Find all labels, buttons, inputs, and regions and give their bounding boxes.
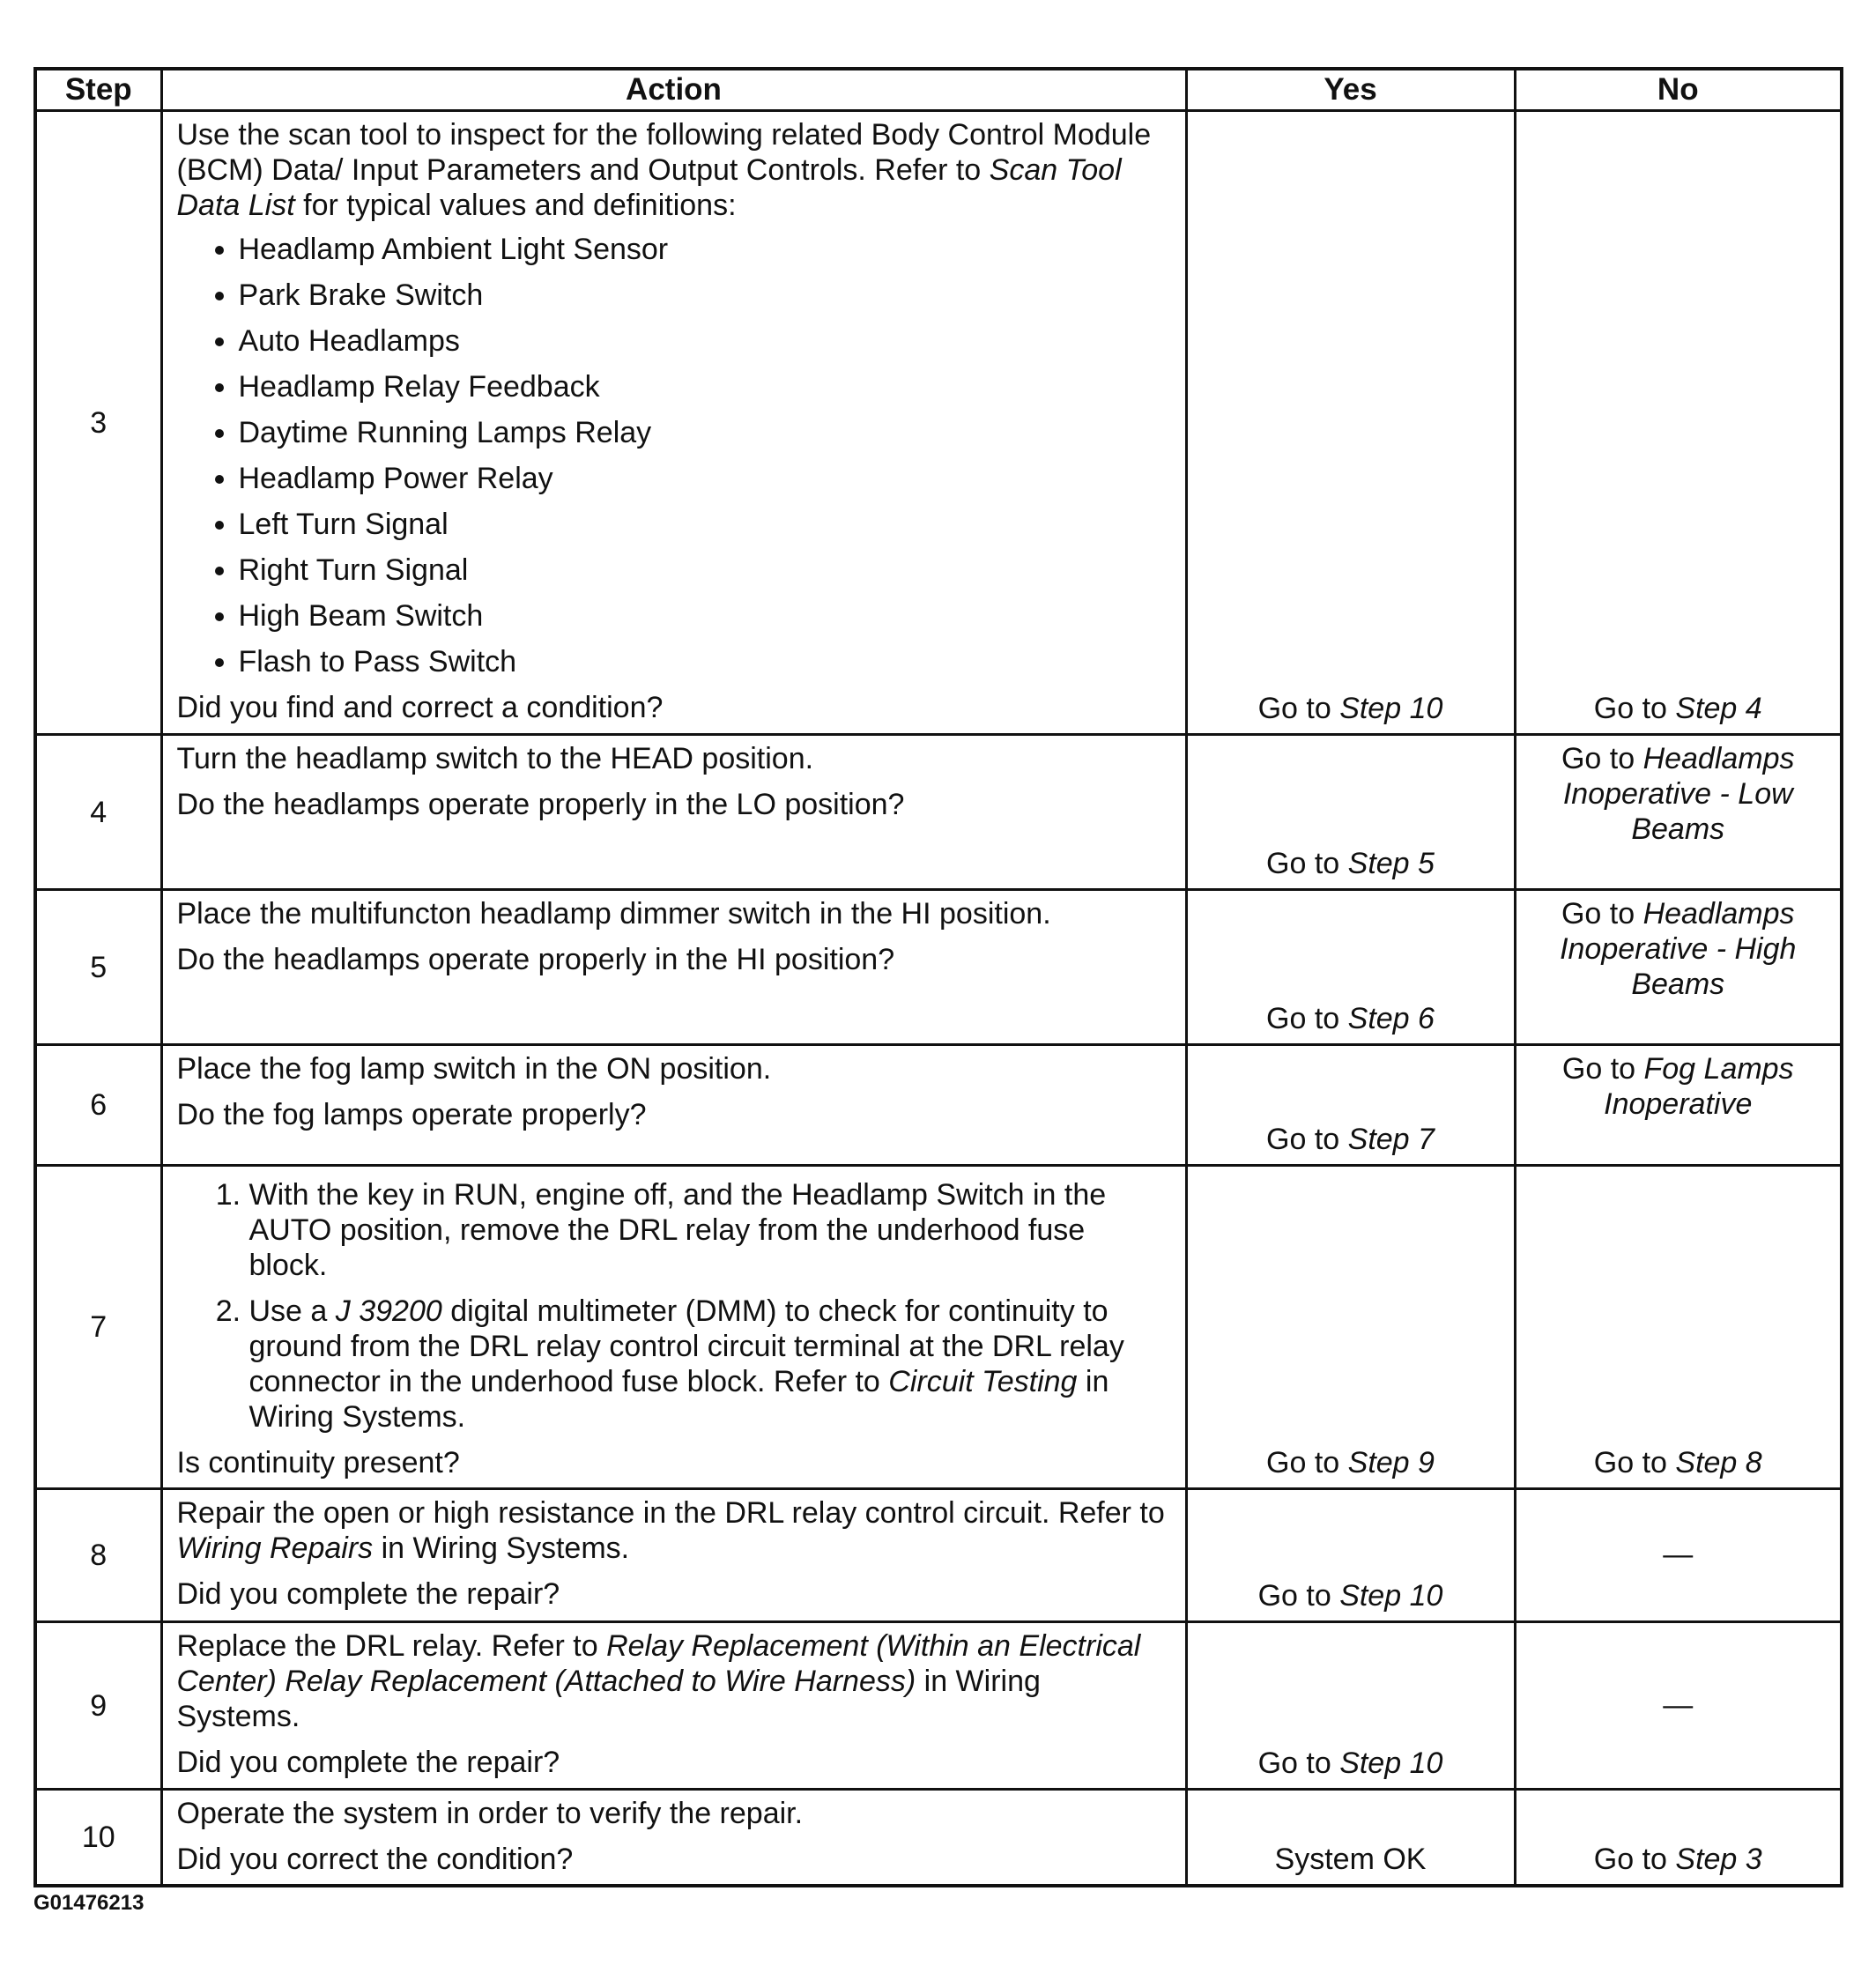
yes-step-ref: Step 7 — [1347, 1123, 1435, 1156]
list-item: • Headlamp Power Relay — [239, 461, 1168, 496]
yes-step-ref: Step 9 — [1347, 1446, 1435, 1479]
action-cell — [161, 1790, 1186, 1887]
list-item: • Headlamp Ambient Light Sensor — [239, 232, 1168, 267]
yes-cell: Go to Step 10 — [1186, 111, 1515, 735]
action-question: Is continuity present? — [176, 1446, 460, 1479]
action-cell — [161, 111, 1186, 735]
relay-replacement-ref: Relay Replacement (Within an Electrical Center) Relay Replacement (Attached to Wire Harness) — [176, 1629, 1141, 1698]
table-row-step-8 — [35, 1489, 1842, 1622]
yes-step-ref: Step 10 — [1339, 692, 1443, 725]
yes-cell: Go to Step 10 — [1186, 1622, 1515, 1790]
list-item: • Daytime Running Lamps Relay — [239, 415, 1168, 450]
step-number: 4 — [35, 735, 161, 890]
no-step-ref: Step 4 — [1675, 692, 1762, 725]
step-number: 5 — [35, 890, 161, 1045]
list-item: • Park Brake Switch — [239, 278, 1168, 313]
action-intro: Use the scan tool to inspect for the following related Body Control Module (BCM) Data/ Input Parameters and Output Controls. Refer to Scan Tool Data List for typical values and definitions: — [176, 118, 1152, 222]
tool-ref: J 39200 — [335, 1294, 442, 1328]
yes-step-ref: Step 5 — [1347, 847, 1435, 880]
action-question: Do the fog lamps operate properly? — [176, 1098, 647, 1131]
list-item: • Auto Headlamps — [239, 323, 1168, 359]
table-row-step-9 — [35, 1622, 1842, 1790]
list-item: • Left Turn Signal — [239, 507, 1168, 542]
no-cell: Go to Step 3 — [1515, 1790, 1842, 1887]
action-numbered-list — [177, 1177, 1168, 1435]
list-item: • Headlamp Relay Feedback — [239, 369, 1168, 404]
header-step: Step — [35, 69, 161, 111]
no-dash: — — [1663, 1538, 1694, 1571]
step-number: 3 — [35, 111, 161, 735]
yes-step-ref: Step 6 — [1347, 1002, 1435, 1035]
action-question: Did you find and correct a condition? — [176, 691, 664, 724]
figure-id-label: G01476213 — [33, 1891, 145, 1915]
parameter-list — [177, 232, 1168, 679]
action-instruction: Operate the system in order to verify the repair. — [176, 1797, 804, 1830]
no-cell: Go to Step 4 — [1515, 111, 1842, 735]
no-cell — [1515, 1489, 1842, 1622]
table-row-step-5 — [35, 890, 1842, 1045]
table-row-step-7 — [35, 1166, 1842, 1489]
action-instruction: Repair the open or high resistance in the DRL relay control circuit. Refer to Wiring Repairs in Wiring Systems. — [176, 1496, 1165, 1565]
action-question: Did you complete the repair? — [176, 1577, 560, 1611]
table-row-step-4 — [35, 735, 1842, 890]
header-yes: Yes — [1186, 69, 1515, 111]
header-no: No — [1515, 69, 1842, 111]
step-number: 7 — [35, 1166, 161, 1489]
step-number: 8 — [35, 1489, 161, 1622]
header-action: Action — [161, 69, 1186, 111]
no-dash: — — [1663, 1687, 1694, 1722]
no-cell — [1515, 1622, 1842, 1790]
action-question: Did you complete the repair? — [176, 1746, 560, 1779]
list-item: • High Beam Switch — [239, 598, 1168, 634]
yes-cell: Go to Step 7 — [1186, 1045, 1515, 1166]
table-row-step-3 — [35, 111, 1842, 735]
diagnostic-table — [33, 67, 1843, 1887]
yes-cell: Go to Step 10 — [1186, 1489, 1515, 1622]
step-number: 10 — [35, 1790, 161, 1887]
action-cell — [161, 1166, 1186, 1489]
table-row-step-10 — [35, 1790, 1842, 1887]
action-question: Do the headlamps operate properly in the LO position? — [176, 788, 905, 821]
action-instruction: Replace the DRL relay. Refer to Relay Replacement (Within an Electrical Center) Relay Replacement (Attached to Wire Harness) in Wiring Systems. — [176, 1629, 1141, 1733]
action-cell — [161, 735, 1186, 890]
action-instruction: Place the fog lamp switch in the ON position. — [176, 1052, 772, 1086]
no-cell: Go to Fog Lamps Inoperative — [1515, 1045, 1842, 1166]
yes-cell: Go to Step 6 — [1186, 890, 1515, 1045]
diagnostic-table-page — [33, 67, 1840, 1887]
yes-cell: System OK — [1186, 1790, 1515, 1887]
no-procedure-ref: Headlamps Inoperative - Low Beams — [1562, 742, 1795, 846]
action-cell — [161, 1045, 1186, 1166]
no-cell: Go to Headlamps Inoperative - Low Beams — [1515, 735, 1842, 890]
table-row-step-6 — [35, 1045, 1842, 1166]
action-cell — [161, 1622, 1186, 1790]
yes-step-ref: Step 10 — [1339, 1746, 1443, 1780]
step-number: 9 — [35, 1622, 161, 1790]
no-cell: Go to Headlamps Inoperative - High Beams — [1515, 890, 1842, 1045]
action-cell — [161, 1489, 1186, 1622]
yes-cell: Go to Step 5 — [1186, 735, 1515, 890]
yes-cell: Go to Step 9 — [1186, 1166, 1515, 1489]
circuit-testing-ref: Circuit Testing — [888, 1365, 1078, 1398]
no-cell: Go to Step 8 — [1515, 1166, 1842, 1489]
list-item: 2. Use a J 39200 digital multimeter (DMM) to check for continuity to ground from the DRL relay control circuit terminal at the DRL relay connector in the underhood fuse block. Refer to Circuit Testing in Wiring Systems. — [249, 1294, 1168, 1435]
action-cell — [161, 890, 1186, 1045]
list-item: 1. With the key in RUN, engine off, and the Headlamp Switch in the AUTO position, remove the DRL relay from the underhood fuse block. — [249, 1177, 1168, 1283]
action-instruction: Place the multifuncton headlamp dimmer switch in the HI position. — [176, 897, 1051, 931]
scan-tool-data-list-ref: Scan Tool Data List — [176, 153, 1122, 222]
wiring-repairs-ref: Wiring Repairs — [176, 1531, 374, 1565]
no-step-ref: Step 3 — [1675, 1843, 1762, 1876]
step-number: 6 — [35, 1045, 161, 1166]
list-item: • Flash to Pass Switch — [239, 644, 1168, 679]
list-item: • Right Turn Signal — [239, 552, 1168, 588]
action-question: Did you correct the condition? — [176, 1843, 574, 1876]
no-procedure-ref: Headlamps Inoperative - High Beams — [1560, 897, 1797, 1001]
no-step-ref: Step 8 — [1675, 1446, 1762, 1479]
table-header-row — [35, 69, 1842, 111]
action-instruction: Turn the headlamp switch to the HEAD position. — [176, 742, 814, 775]
no-procedure-ref: Fog Lamps Inoperative — [1604, 1052, 1794, 1121]
yes-step-ref: Step 10 — [1339, 1579, 1443, 1613]
action-question: Do the headlamps operate properly in the HI position? — [176, 943, 895, 976]
